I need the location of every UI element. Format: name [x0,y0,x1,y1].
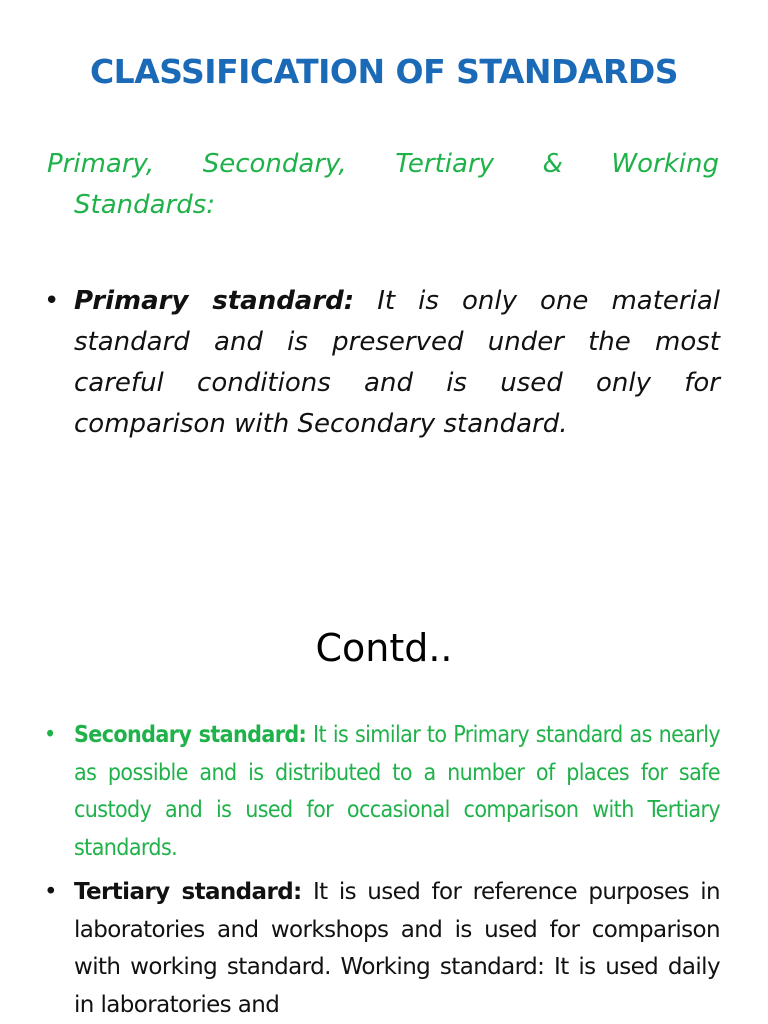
subtitle [47,144,719,226]
subtitle-word: Tertiary [395,149,495,179]
secondary-standard-text: It is similar to Primary standard as nearly as possible and is distributed to a number of places for safe custody and is used for occasional comparison with Tertiary standards. [74,722,720,861]
subtitle-line-1 [47,144,719,185]
bullet-primary-standard [44,281,720,445]
subtitle-word: Primary, [47,149,155,179]
bullet-tertiary-standard [44,874,720,1024]
bullet-body [74,874,720,1024]
bullet-dot: • [44,879,58,905]
primary-standard-label: Primary standard: [74,286,355,316]
bullet-secondary-standard [44,717,720,867]
subtitle-word: & [542,149,563,179]
tertiary-standard-text: It is used for reference purposes in laboratories and workshops and is used for comparison with working standard. Working standard: It is used daily in laboratories and [74,879,720,1018]
subtitle-line-2: Standards: [74,190,216,220]
bullet-body [74,281,720,445]
secondary-standard-label: Secondary standard: [74,722,307,748]
bullet-dot: • [44,722,57,748]
primary-standard-text: It is only one material standard and is preserved under the most careful conditions and is used only for comparison with Secondary standard. [74,286,720,439]
bullet-body [74,717,720,867]
subtitle-word: Working [611,149,719,179]
slide-title: CLASSIFICATION OF STANDARDS [89,52,679,91]
bullet-dot: • [44,286,60,316]
tertiary-standard-label: Tertiary standard: [74,879,302,905]
contd-heading: Contd.. [315,626,453,670]
subtitle-word: Secondary, [202,149,347,179]
